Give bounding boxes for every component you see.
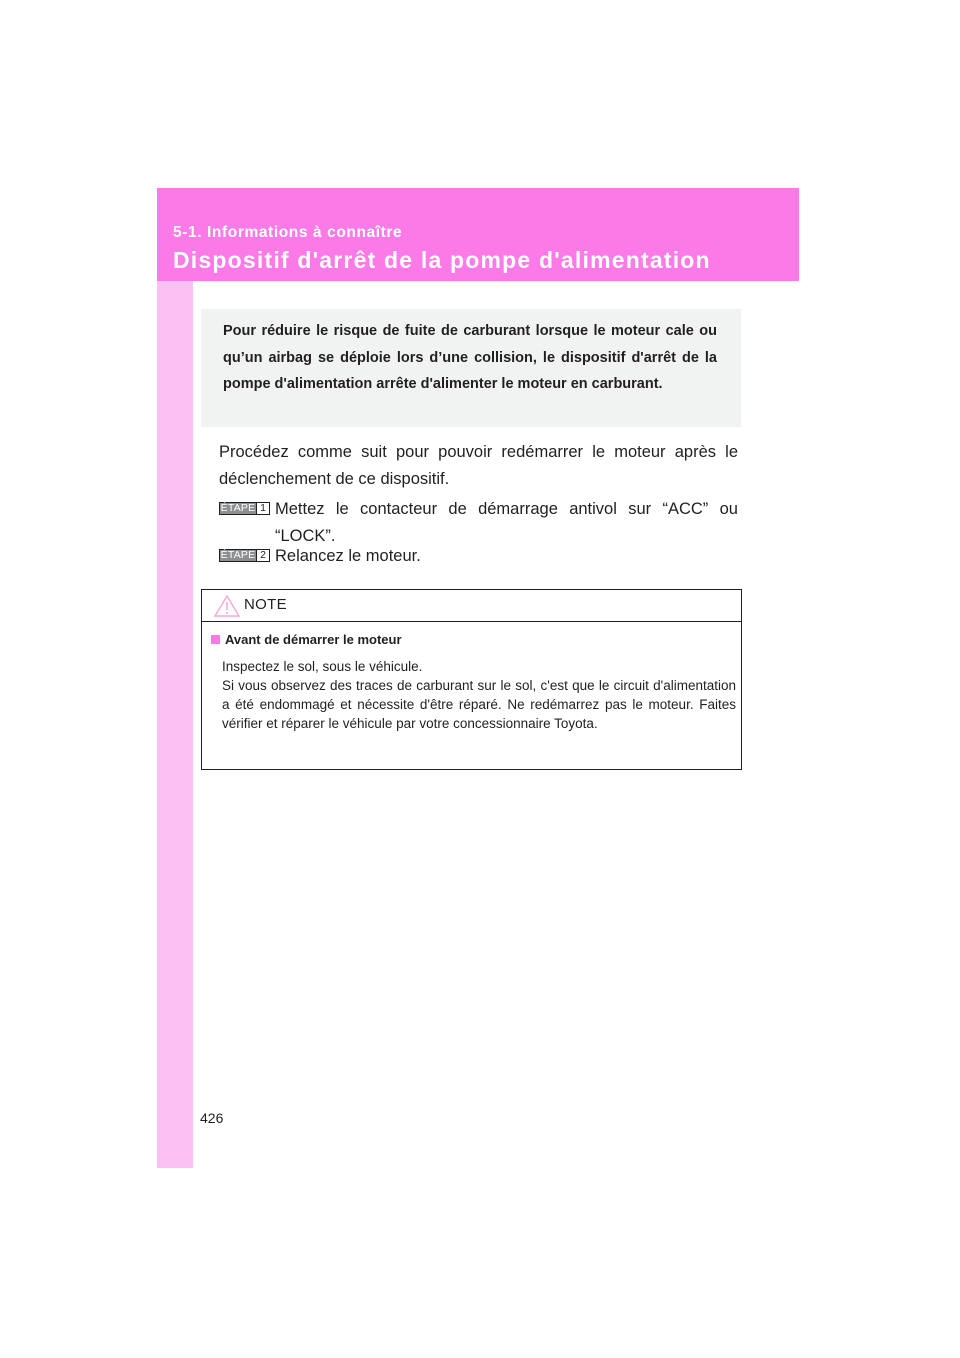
note-subtitle	[211, 632, 402, 647]
note-text	[222, 657, 736, 733]
step-badge	[219, 502, 270, 515]
step-badge-number: 1	[256, 503, 269, 514]
intro-box	[201, 309, 741, 427]
note-line-1: Inspectez le sol, sous le véhicule.	[222, 659, 423, 674]
step-badge-label: ÉTAPE	[220, 549, 256, 561]
section-label: 5-1. Informations à connaître	[173, 224, 403, 241]
page-number: 426	[200, 1110, 224, 1126]
step-2	[219, 543, 738, 570]
body-paragraph: Procédez comme suit pour pouvoir redémarrer le moteur après le déclenchement de ce dispositif.	[219, 443, 738, 488]
bullet-square-icon	[211, 635, 220, 644]
note-box	[201, 589, 742, 770]
step-badge-label: ÉTAPE	[220, 502, 256, 514]
step-badge	[219, 549, 270, 562]
note-title: NOTE	[244, 596, 287, 613]
page-title: Dispositif d'arrêt de la pompe d'alimentation	[173, 247, 711, 273]
step-badge-number: 2	[256, 550, 269, 561]
step-1	[219, 496, 738, 549]
step-text: Relancez le moteur.	[275, 547, 421, 565]
note-subtitle-text: Avant de démarrer le moteur	[225, 632, 402, 647]
step-text: Mettez le contacteur de démarrage antivol sur “ACC” ou “LOCK”.	[275, 500, 738, 545]
note-line-2: Si vous observez des traces de carburant sur le sol, c'est que le circuit d'alimentation a été endommagé et nécessite d'être réparé. Ne redémarrez pas le moteur. Faites vérifier et réparer le véhicule par votre concessionnaire Toyota.	[222, 678, 736, 731]
note-header	[202, 590, 741, 622]
intro-text: Pour réduire le risque de fuite de carburant lorsque le moteur cale ou qu’un airbag se déploie lors d’une collision, le dispositif d'arrêt de la pompe d'alimentation arrête d'alimenter le moteur en carburant.	[223, 323, 717, 392]
side-tab-strip	[157, 188, 193, 1168]
warning-triangle-icon	[214, 595, 240, 617]
